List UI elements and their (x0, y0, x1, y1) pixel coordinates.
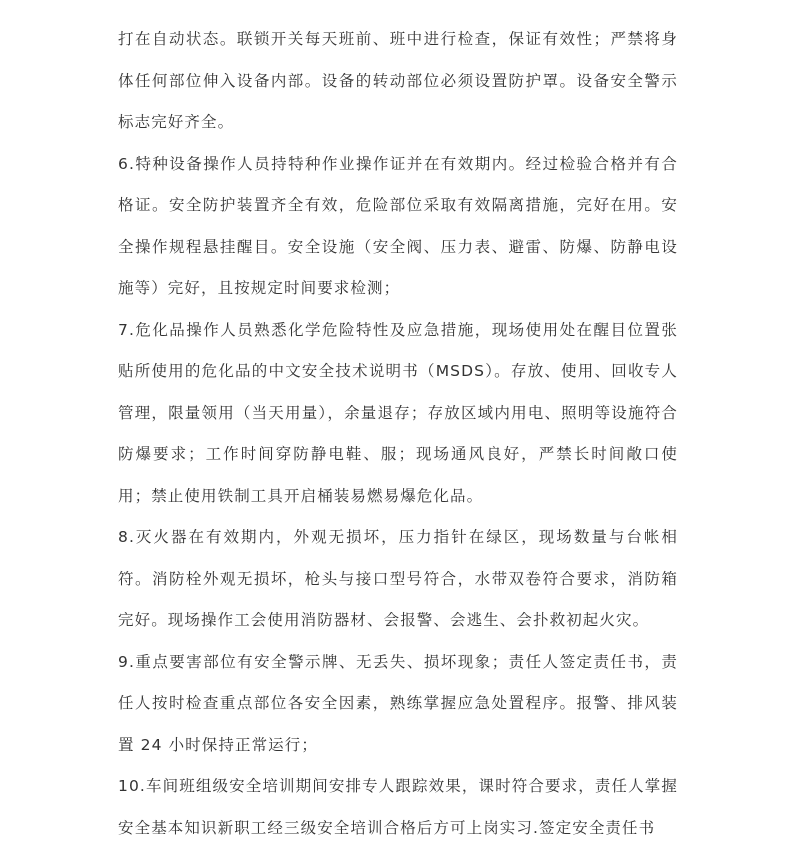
paragraph-equipment-interlock: 打在自动状态。联锁开关每天班前、班中进行检查，保证有效性；严禁将身体任何部位伸入设备内部。设备的转动部位必须设置防护罩。设备安全警示标志完好齐全。 (118, 30, 678, 131)
paragraph-fire-equipment: 8.灭火器在有效期内，外观无损坏，压力指针在绿区，现场数量与台帐相符。消防栓外观无损坏，枪头与接口型号符合，水带双卷符合要求，消防箱完好。现场操作工会使用消防器材、会报警、会逃生、会扑救初起火灾。 (118, 528, 678, 629)
paragraph-safety-training: 10.车间班组级安全培训期间安排专人跟踪效果，课时符合要求，责任人掌握安全基本知识新职工经三级安全培训合格后方可上岗实习.签定安全责任书 (118, 777, 678, 837)
article-body (118, 19, 678, 849)
paragraph-key-areas: 9.重点要害部位有安全警示牌、无丢失、损坏现象；责任人签定责任书，责任人按时检查重点部位各安全因素，熟练掌握应急处置程序。报警、排风装置 24 小时保持正常运行； (118, 652, 678, 754)
paragraph-special-equipment: 6.特种设备操作人员持特种作业操作证并在有效期内。经过检验合格并有合格证。安全防护装置齐全有效，危险部位采取有效隔离措施，完好在用。安全操作规程悬挂醒目。安全设施（安全阀、压力表、避雷、防爆、防静电设施等）完好，且按规定时间要求检测； (118, 154, 678, 297)
paragraph-hazardous-chemicals: 7.危化品操作人员熟悉化学危险特性及应急措施，现场使用处在醒目位置张贴所使用的危化品的中文安全技术说明书（MSDS）。存放、使用、回收专人管理，限量领用（当天用量），余量退存；存放区域内用电、照明等设施符合防爆要求；工作时间穿防静电鞋、服；现场通风良好，严禁长时间敞口使用；禁止使用铁制工具开启桶装易燃易爆危化品。 (118, 320, 678, 505)
